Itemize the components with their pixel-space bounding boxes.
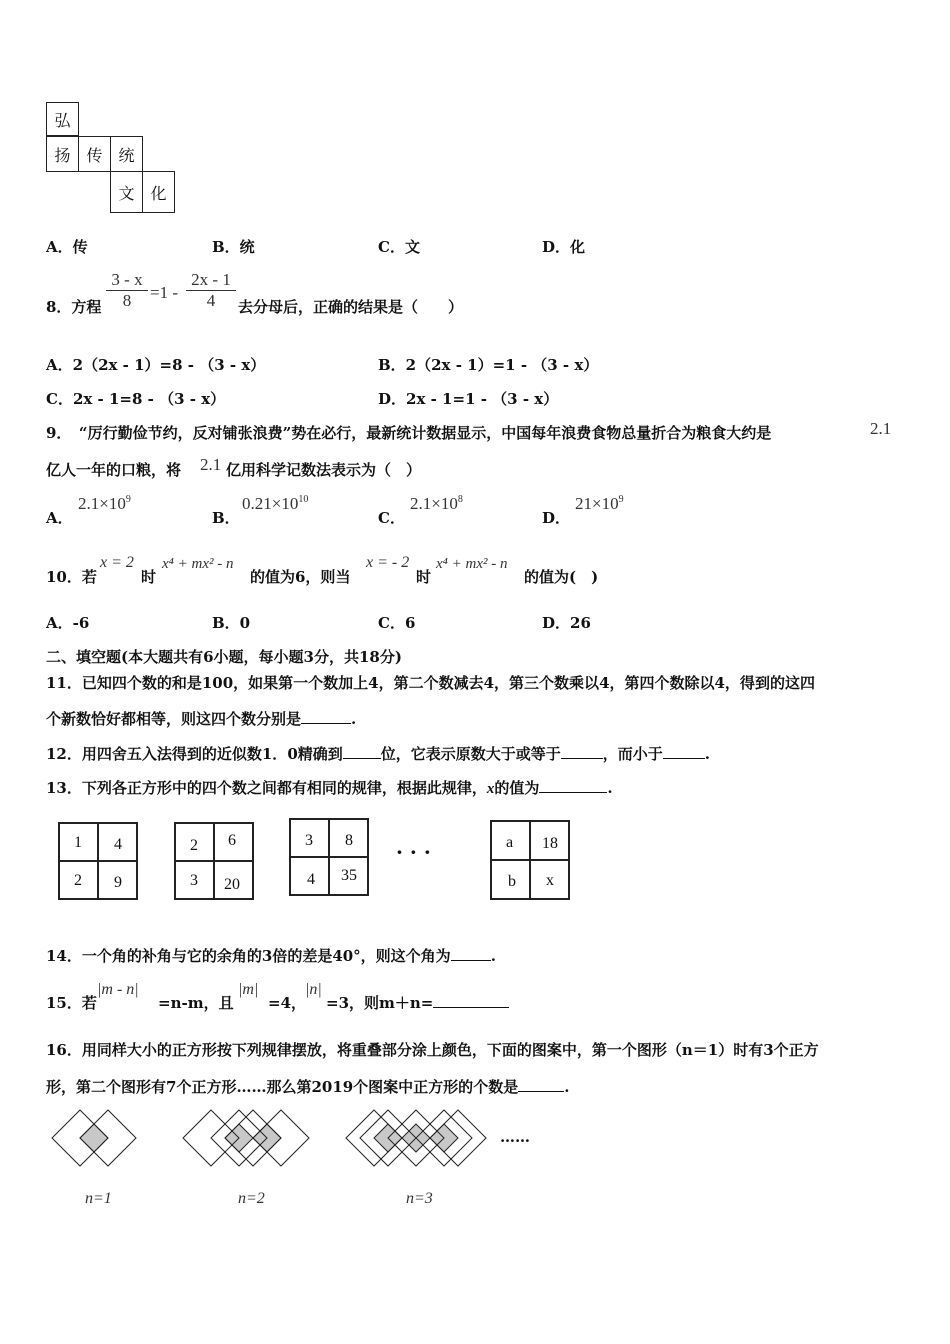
- q15-t4: =3，则m＋n=: [326, 994, 434, 1012]
- q16-line-1: 16．用同样大小的正方形按下列规律摆放，将重叠部分涂上颜色，下面的图案中，第一个图形（n＝1）时有3个正方: [46, 1041, 819, 1059]
- q8-frac1-num: 3 - x: [111, 270, 143, 289]
- q12-t3: ，而小于: [602, 745, 663, 763]
- q9-b-base: 0.21×10: [242, 494, 299, 513]
- q9-value: 2.1: [870, 419, 892, 438]
- q8-option-d[interactable]: D．2x - 1=1 - （3 - x）: [378, 390, 559, 408]
- q11-line-1: 11．已知四个数的和是100，如果第一个数加上4，第二个数减去4，第三个数乘以4，第四个数除以4，得到的这四: [46, 674, 815, 692]
- q9-b-exp: 10: [298, 494, 309, 505]
- q15-t4-line: [326, 992, 509, 1013]
- q12-line: [46, 743, 710, 764]
- q11-line-2: [46, 708, 356, 729]
- sq2-cell: 20: [224, 876, 240, 893]
- q12-t2: 位，它表示原数大于或等于: [380, 745, 561, 763]
- q9-option-a-letter[interactable]: A．: [46, 509, 73, 527]
- q15-t2: =n-m，且: [158, 994, 234, 1012]
- label-n2: n=2: [238, 1190, 265, 1207]
- q9-option-b-letter[interactable]: B．: [212, 509, 240, 527]
- label-n3: n=3: [406, 1190, 433, 1207]
- number-square-2: [174, 822, 254, 900]
- q10-t5: 的值为( ): [524, 568, 599, 586]
- q13-end: .: [607, 779, 613, 797]
- number-square-4: [490, 820, 570, 900]
- q9-a-base: 2.1×10: [78, 494, 126, 513]
- q9-option-c-letter[interactable]: C．: [378, 509, 405, 527]
- sq3-cell: 35: [341, 867, 357, 884]
- label-n1: n=1: [85, 1190, 112, 1207]
- q10-expr-2: x⁴ + mx² - n: [436, 556, 508, 572]
- q16-blank[interactable]: [518, 1077, 564, 1092]
- sq1-cell: 4: [114, 836, 122, 853]
- pattern-n2: [183, 1110, 309, 1166]
- q13-t2: 的值为: [494, 779, 540, 797]
- q10-option-b[interactable]: B．0: [212, 614, 251, 632]
- q16-text: 形，第二个图形有7个正方形……那么第2019个图案中正方形的个数是: [46, 1078, 519, 1096]
- q12-blank-3[interactable]: [663, 744, 705, 759]
- q8-frac2-num: 2x - 1: [191, 270, 231, 289]
- q10-t1: 10．若: [46, 568, 97, 586]
- q8-prefix: 8．方程: [46, 298, 102, 316]
- q9-value-inline: 2.1: [200, 455, 222, 474]
- sq4-cell: a: [506, 834, 514, 851]
- q14-blank[interactable]: [451, 946, 491, 961]
- section-heading: 二、填空题(本大题共有6小题，每小题3分，共18分): [46, 648, 402, 666]
- q15-t3: =4，: [268, 994, 307, 1012]
- q13-t1: 13．下列各正方形中的四个数之间都有相同的规律，根据此规律，: [46, 779, 487, 797]
- q16-line-2: [46, 1076, 569, 1097]
- q9-c-base: 2.1×10: [410, 494, 458, 513]
- q13-line: [46, 777, 613, 798]
- q8-fraction-1: [106, 270, 148, 311]
- q13-var: x: [486, 781, 495, 797]
- q8-fraction-2: [186, 270, 236, 311]
- q10-option-d[interactable]: D．26: [542, 614, 591, 632]
- sq1-cell: 1: [74, 834, 82, 851]
- q14-line: [46, 945, 496, 966]
- q15-abs-mn: |m - n|: [97, 981, 139, 998]
- net-cell: 弘: [46, 102, 79, 136]
- q9-d-base: 21×10: [575, 494, 619, 513]
- q15-abs-n: |n|: [305, 981, 322, 998]
- q11-end: .: [351, 710, 357, 728]
- net-cell: 化: [142, 171, 175, 213]
- q7-option-b[interactable]: B．统: [212, 238, 255, 256]
- net-cell: 统: [110, 136, 143, 172]
- q12-t1: 12．用四舍五入法得到的近似数1．0精确到: [46, 745, 343, 763]
- net-cell: 文: [110, 171, 143, 213]
- q8-frac2-den: 4: [186, 290, 236, 311]
- q8-suffix: 去分母后，正确的结果是（ ）: [238, 298, 464, 316]
- q15-blank[interactable]: [433, 993, 509, 1008]
- number-square-3: [289, 818, 369, 896]
- q8-option-c[interactable]: C．2x - 1=8 - （3 - x）: [46, 390, 226, 408]
- sq2-cell: 3: [190, 872, 198, 889]
- q8-frac1-den: 8: [106, 290, 148, 311]
- q9-option-b-value[interactable]: [242, 494, 308, 514]
- sq1-cell: 2: [74, 872, 82, 889]
- q8-option-b[interactable]: B．2（2x - 1）=1 - （3 - x）: [378, 356, 599, 374]
- q9-line-1: 9． “厉行勤俭节约，反对铺张浪费”势在必行，最新统计数据显示，中国每年浪费食物总量折合为粮食大约是: [46, 424, 772, 442]
- q14-text: 14．一个角的补角与它的余角的3倍的差是40°，则这个角为: [46, 947, 451, 965]
- sq3-cell: 3: [305, 832, 313, 849]
- q8-option-a[interactable]: A．2（2x - 1）=8 - （3 - x）: [46, 356, 266, 374]
- q9-option-a-value[interactable]: [78, 494, 131, 514]
- q10-option-a[interactable]: A．-6: [46, 614, 90, 632]
- q10-t3: 的值为6，则当: [250, 568, 351, 586]
- q14-end: .: [490, 947, 496, 965]
- q13-blank[interactable]: [539, 778, 607, 793]
- q9-c-exp: 8: [457, 494, 463, 505]
- q10-option-c[interactable]: C．6: [378, 614, 416, 632]
- q9-line-2a: 亿人一年的口粮，将: [46, 461, 182, 479]
- number-square-1: [58, 822, 138, 900]
- q12-end: .: [704, 745, 711, 763]
- q11-answer-blank[interactable]: [301, 709, 351, 724]
- net-cell: 传: [78, 136, 111, 172]
- shaded-overlap: [80, 1124, 108, 1152]
- q9-option-d-value[interactable]: [575, 494, 624, 514]
- pattern-n1: [52, 1110, 136, 1166]
- q9-option-d-letter[interactable]: D．: [542, 509, 571, 527]
- sq4-cell: b: [508, 873, 516, 890]
- sq3-cell: 8: [345, 832, 353, 849]
- q10-expr-1: x⁴ + mx² - n: [162, 556, 234, 572]
- q15-t1: 15．若: [46, 994, 97, 1012]
- sq4-cell: x: [546, 872, 554, 889]
- net-cell: 扬: [46, 136, 79, 172]
- sq3-cell: 4: [307, 871, 315, 888]
- q7-option-d[interactable]: D．化: [542, 238, 586, 256]
- q12-blank-1[interactable]: [343, 744, 381, 759]
- q7-option-a[interactable]: A．传: [46, 238, 88, 256]
- pattern-n3: [346, 1110, 486, 1166]
- q9-a-exp: 9: [125, 494, 131, 505]
- q10-eq1: x = 2: [100, 554, 134, 571]
- ellipsis: · · ·: [396, 840, 431, 864]
- q7-option-c[interactable]: C．文: [378, 238, 420, 256]
- sq2-cell: 2: [190, 837, 198, 854]
- q10-eq2: x = - 2: [366, 554, 410, 571]
- sq2-cell: 6: [228, 832, 236, 849]
- q10-t2: 时: [141, 568, 157, 586]
- q10-t4: 时: [416, 568, 432, 586]
- q12-blank-2[interactable]: [561, 744, 603, 759]
- q15-abs-m: |m|: [238, 981, 259, 998]
- sq1-cell: 9: [114, 874, 122, 891]
- q9-d-exp: 9: [618, 494, 624, 505]
- sq4-cell: 18: [542, 835, 558, 852]
- pattern-continues: ……: [500, 1128, 530, 1146]
- q11-text: 个新数恰好都相等，则这四个数分别是: [46, 710, 302, 728]
- q9-option-c-value[interactable]: [410, 494, 463, 514]
- q9-line-2b: 亿用科学记数法表示为（ ）: [226, 461, 422, 479]
- q8-mid: =1 -: [150, 283, 178, 302]
- q16-end: .: [564, 1078, 570, 1096]
